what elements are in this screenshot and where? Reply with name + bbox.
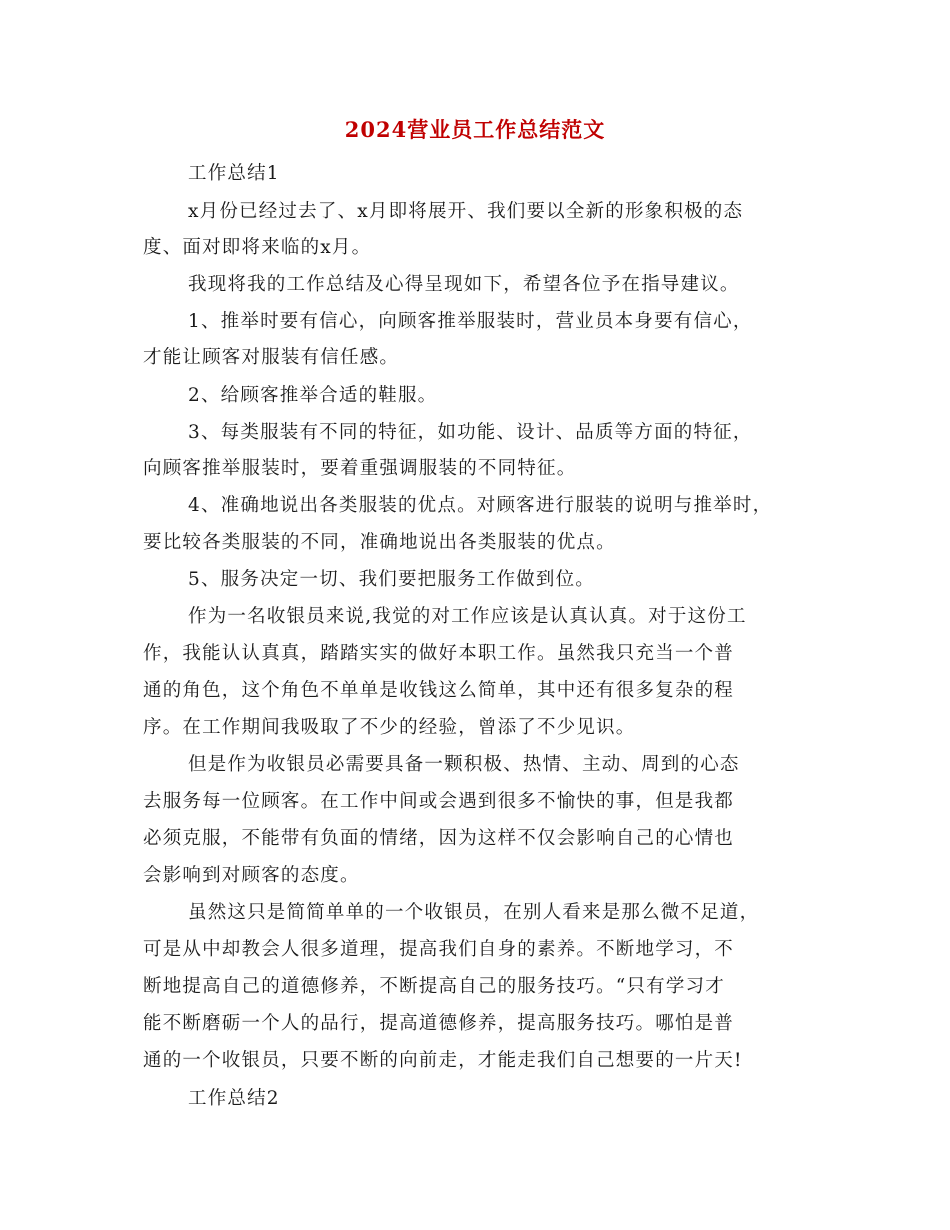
paragraph-line: 通的角色，这个角色不单单是收钱这么简单，其中还有很多复杂的程 — [143, 680, 735, 701]
paragraph-line: x月份已经过去了、x月即将展开、我们要以全新的形象积极的态 — [188, 201, 744, 222]
paragraph-line: 向顾客推举服装时，要着重强调服装的不同特征。 — [143, 458, 577, 479]
paragraph-line: 可是从中却教会人很多道理，提高我们自身的素养。不断地学习，不 — [143, 939, 735, 960]
paragraph-line: 但是作为收银员必需要具备一颗积极、热情、主动、周到的心态 — [188, 754, 740, 775]
document-title: 2024营业员工作总结范文 — [344, 117, 606, 142]
section-heading: 工作总结2 — [188, 1088, 280, 1109]
paragraph-line: 3、每类服装有不同的特征，如功能、设计、品质等方面的特征， — [188, 422, 753, 443]
paragraph-line: 必须克服，不能带有负面的情绪，因为这样不仅会影响自己的心情也 — [143, 828, 735, 849]
paragraph-line: 我现将我的工作总结及心得呈现如下，希望各位予在指导建议。 — [188, 274, 740, 295]
paragraph-line: 虽然这只是简简单单的一个收银员，在别人看来是那么微不足道， — [188, 902, 760, 923]
paragraph-line: 通的一个收银员，只要不断的向前走，才能走我们自己想要的一片天! — [143, 1050, 743, 1071]
paragraph-line: 度、面对即将来临的x月。 — [143, 237, 372, 258]
paragraph-line: 序。在工作期间我吸取了不少的经验，曾添了不少见识。 — [143, 717, 636, 738]
paragraph-line: 5、服务决定一切、我们要把服务工作做到位。 — [188, 569, 595, 590]
paragraph-line: 能不断磨砺一个人的品行，提高道德修养，提高服务技巧。哪怕是普 — [143, 1013, 735, 1034]
paragraph-line: 会影响到对顾客的态度。 — [143, 865, 360, 886]
section-heading: 工作总结1 — [188, 163, 280, 184]
paragraph-line: 要比较各类服装的不同，准确地说出各类服装的优点。 — [143, 532, 616, 553]
paragraph-line: 1、推举时要有信心，向顾客推举服装时，营业员本身要有信心， — [188, 311, 753, 332]
paragraph-line: 断地提高自己的道德修养，不断提高自己的服务技巧。“只有学习才 — [143, 976, 725, 997]
paragraph-line: 才能让顾客对服装有信任感。 — [143, 347, 400, 368]
paragraph-line: 去服务每一位顾客。在工作中间或会遇到很多不愉快的事，但是我都 — [143, 791, 735, 812]
paragraph-line: 4、准确地说出各类服装的优点。对顾客进行服装的说明与推举时， — [188, 495, 773, 516]
paragraph-line: 作，我能认认真真，踏踏实实的做好本职工作。虽然我只充当一个普 — [143, 643, 735, 664]
paragraph-line: 作为一名收银员来说,我觉的对工作应该是认真认真。对于这份工 — [188, 606, 747, 627]
paragraph-line: 2、给顾客推举合适的鞋服。 — [188, 385, 438, 406]
